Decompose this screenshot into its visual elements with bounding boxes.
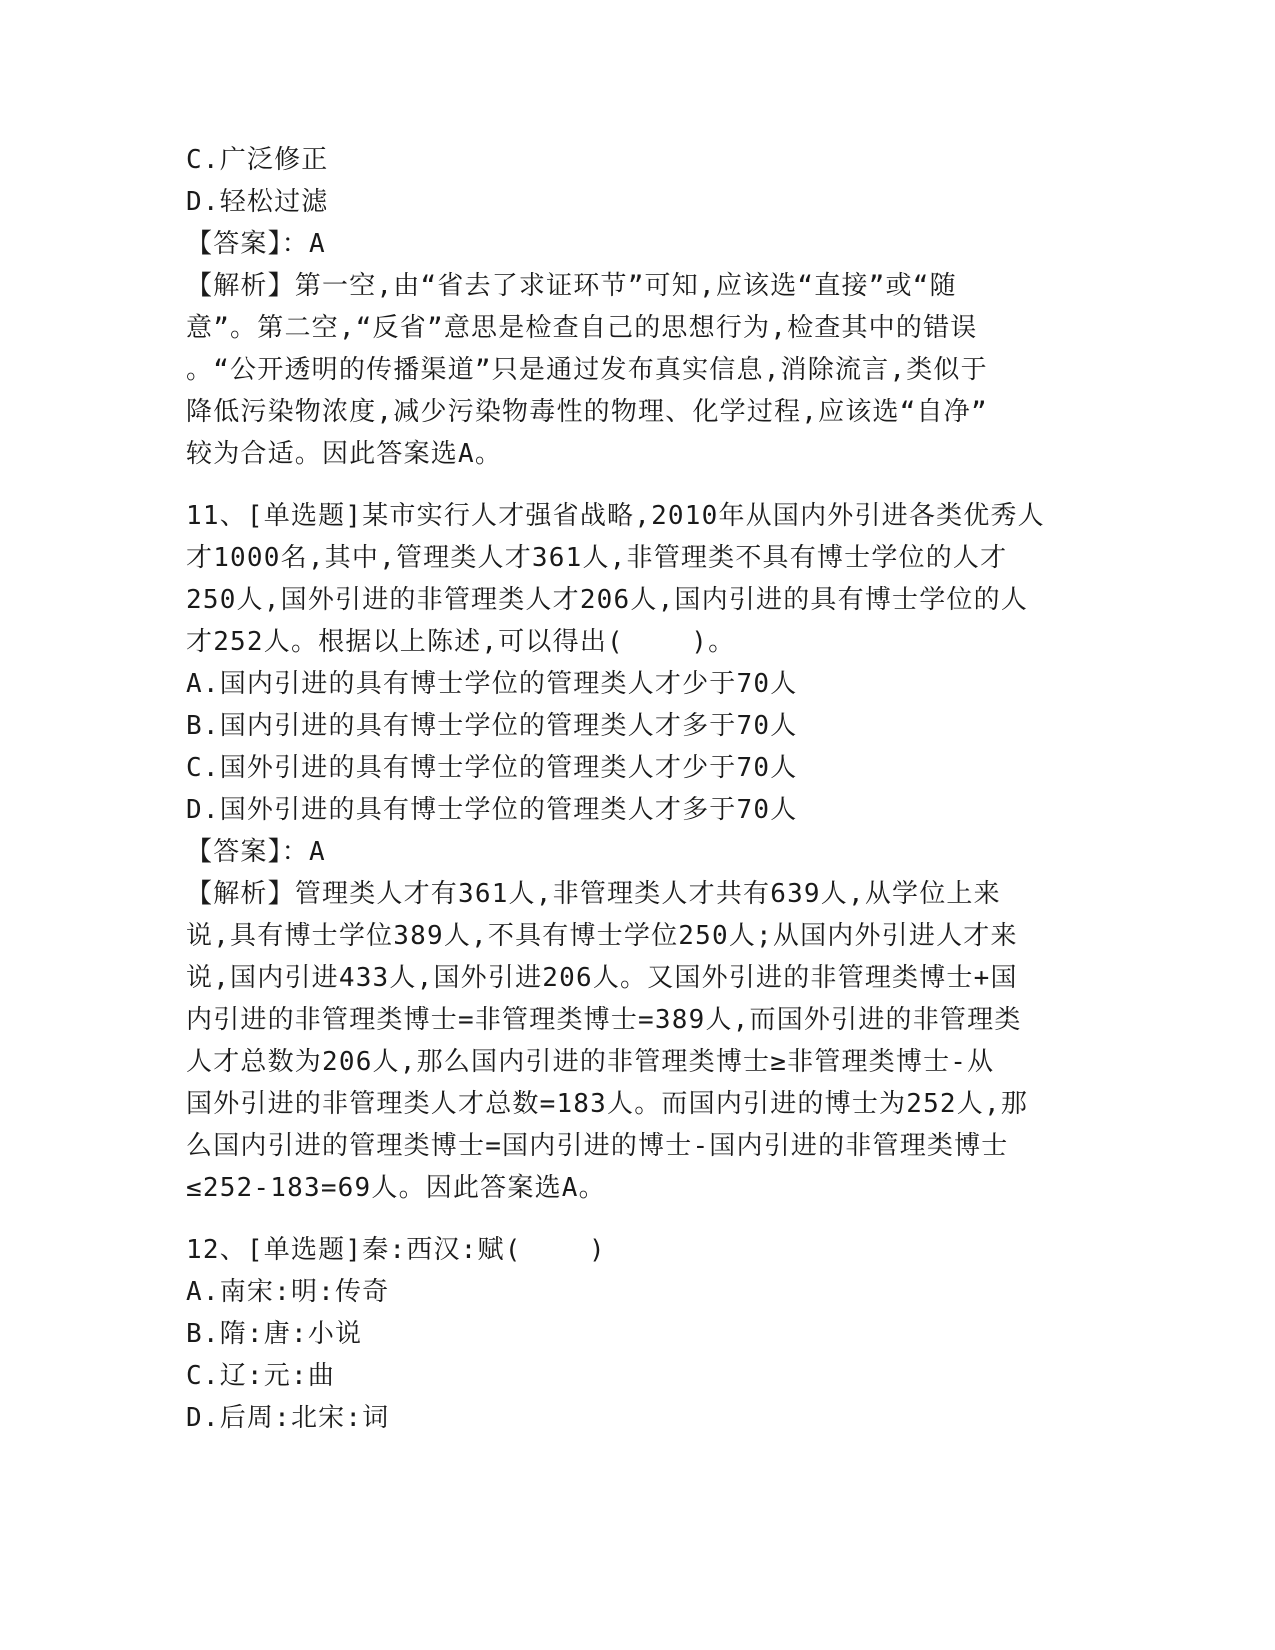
q11-analysis-line: 内引进的非管理类博士=非管理类博士=389人,而国外引进的非管理类	[186, 1005, 1022, 1035]
q11-answer: 【答案】：A	[186, 837, 326, 867]
q10-option-c: C.广泛修正	[186, 145, 329, 175]
q11-stem-line: 才1000名,其中,管理类人才361人,非管理类不具有博士学位的人才	[186, 543, 1008, 573]
q10-analysis-line: 意”。第二空,“反省”意思是检查自己的思想行为,检查其中的错误	[186, 313, 978, 343]
q11-analysis-line: ≤252-183=69人。因此答案选A。	[186, 1173, 606, 1203]
q11-analysis-line: 么国内引进的管理类博士=国内引进的博士-国内引进的非管理类博士	[186, 1131, 1009, 1161]
q12-option-c: C.辽:元:曲	[186, 1361, 336, 1391]
q11-option-a: A.国内引进的具有博士学位的管理类人才少于70人	[186, 669, 798, 699]
q10-analysis-line: 。“公开透明的传播渠道”只是通过发布真实信息,消除流言,类似于	[186, 355, 988, 385]
q12-option-b: B.隋:唐:小说	[186, 1319, 363, 1349]
q11-stem-line: 11、[单选题]某市实行人才强省战略,2010年从国内外引进各类优秀人	[186, 501, 1045, 531]
q11-option-c: C.国外引进的具有博士学位的管理类人才少于70人	[186, 753, 798, 783]
q10-analysis-line: 较为合适。因此答案选A。	[186, 439, 503, 469]
q11-analysis-line: 说,具有博士学位389人,不具有博士学位250人;从国内外引进人才来	[186, 921, 1018, 951]
q11-analysis-line: 说,国内引进433人,国外引进206人。又国外引进的非管理类博士+国	[186, 963, 1018, 993]
q12-stem: 12、[单选题]秦:西汉:赋( )	[186, 1235, 606, 1265]
q11-stem-line: 250人,国外引进的非管理类人才206人,国内引进的具有博士学位的人	[186, 585, 1029, 615]
q11-option-d: D.国外引进的具有博士学位的管理类人才多于70人	[186, 795, 798, 825]
q10-analysis-line: 【解析】第一空,由“省去了求证环节”可知,应该选“直接”或“随	[186, 271, 957, 301]
q11-option-b: B.国内引进的具有博士学位的管理类人才多于70人	[186, 711, 798, 741]
q11-analysis-line: 国外引进的非管理类人才总数=183人。而国内引进的博士为252人,那	[186, 1089, 1029, 1119]
q11-analysis-line: 人才总数为206人,那么国内引进的非管理类博士≥非管理类博士-从	[186, 1047, 995, 1077]
q10-option-d: D.轻松过滤	[186, 187, 329, 217]
q11-analysis-line: 【解析】管理类人才有361人,非管理类人才共有639人,从学位上来	[186, 879, 1001, 909]
q12-option-a: A.南宋:明:传奇	[186, 1277, 390, 1307]
q11-stem-line: 才252人。根据以上陈述,可以得出( )。	[186, 627, 736, 657]
q10-analysis-line: 降低污染物浓度,减少污染物毒性的物理、化学过程,应该选“自净”	[186, 397, 988, 427]
q12-option-d: D.后周:北宋:词	[186, 1403, 390, 1433]
q10-answer: 【答案】：A	[186, 229, 326, 259]
